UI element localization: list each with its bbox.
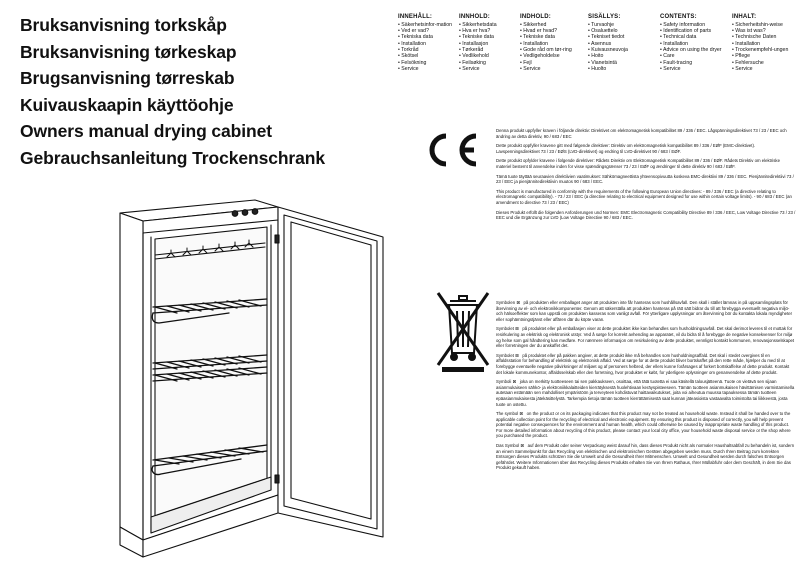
disposal-danish: Symbolet ⊠ på produktet eller på pakken angiver, at dette produkt ikke må behandles som husholdningsaffald. Det skal i stedet overgives til en affaldsstation for behandling af elektrisk og elektronisk affald. Ved at sørge for at dette produkt bliver bortskaffet på den rette måde, hjælper du med til at forebygge eventuelle negative påvirkninger af miljøet og af personers helbred, der ellers kunne forårsages af forkert bortskaffelse af dette produkt. Kontakt det lokale kommunekontor, affaldsselskab eller den forretning, hvor produktet er købt, for yderligere oplysninger om genanvendelse af dette produkt. (496, 352, 790, 375)
toc-item: • Safety information (660, 21, 706, 28)
toc-item: • Service (398, 65, 419, 72)
directive-norwegian: Dette produkt oppfyller kravene gitt med følgende direktiver: Direktiv om elektromagnetisk kompatibilitet 89 / 336 / EØF (EMC-direktivet). Lavspenningsdirektivet 73 / 23 / EØS (LVD-direktivet) og endring til LVD-direktivet 90 / 683 / EØF. (496, 143, 756, 154)
bin-icon: ⊠ (512, 379, 517, 385)
toc-item: • Fault-tracing (660, 59, 693, 66)
toc-item: • Tørkeråd (459, 46, 484, 53)
toc-item: • Fehlersuche (732, 59, 764, 66)
disposal-text (496, 300, 796, 475)
toc-item: • Kuivausneuvoja (588, 46, 628, 53)
bin-icon: ⊠ (516, 300, 520, 305)
toc-item: • Säkerhetsinfor-mation (398, 21, 453, 28)
bin-icon: ⊠ (515, 352, 519, 358)
toc-item: • Feilsøking (459, 59, 486, 66)
toc-heading: INHALT: (732, 14, 757, 20)
bin-icon: ⊠ (515, 326, 519, 332)
toc-item: • Hoito (588, 53, 604, 60)
title-norwegian: Bruksanvisning tørkeskap (20, 41, 237, 62)
toc-item: • Tekniska data (398, 34, 433, 41)
toc-item: • Sikkerhed (520, 21, 547, 28)
toc-item: • Torkråd (398, 46, 419, 53)
toc-item: • Huolto (588, 65, 607, 72)
toc-german (732, 14, 794, 72)
toc-item: • Pflege (732, 53, 750, 60)
toc-item: • Identification of parts (660, 28, 712, 35)
toc-item: • Godе råd om tør-ring (520, 46, 572, 53)
toc-item: • Service (732, 65, 753, 72)
toc-item: • Trockenempfehl-ungen (732, 46, 789, 53)
disposal-norwegian: Symbolet ⊠ på produktet eller på emballasjen viser at dette produktet ikke kan behandles som husholdningsavfall. Det skal derimot leveres til et mottak for resirkulering av elektrisk og elektronisk utstyr. Ved å sørge for korrekt avhending av apparatet, vil du bidra til å forebygge de negative konsekvenser for miljø og helse som gal håndtering kan medføre. For nærmere informasjon om resirkulering av dette produktet, vennligst kontakt kommunen, renovasjonsselskapet eller forretningen der du anskaffet det. (496, 326, 795, 349)
toc-item: • Installation (520, 40, 549, 47)
toc-item: • Turvaohje (588, 21, 615, 28)
toc-item: • Installation (732, 40, 761, 47)
toc-item: • Service (520, 65, 541, 72)
toc-item: • Advice on using the dryer (660, 46, 722, 53)
toc-item: • Was ist was? (732, 28, 766, 35)
toc-item: • Vianetsintä (588, 59, 617, 66)
toc-item: • Fejl (520, 59, 532, 66)
toc-norwegian (459, 14, 521, 72)
toc-item: • Service (459, 65, 480, 72)
directive-german: Dieses Produkt erfüllt die folgenden Anforderungen und Normen: EMC Electromagnetic Compatibility Directive 89 / 336 / EEC, Low Voltage Directive 73 / 23 / EEC und die Ergänzung zur LVD (Low Voltage Directive 90 / 683 / EEC. (496, 209, 796, 221)
toc-swedish (398, 14, 460, 72)
directive-danish: Dette produkt opfylder kravene i følgende direktiver: Rådets Direktiv om Elektromagnetisk Kompatibilitet 89 / 336 / EØF. Rådets Direktiv om elektriske materiel bestemt til anvendelse inden for visse spændingsgrænser 73 / 23 / EØF og ændringer til dette direktiv 90 / 683 / EØF. (496, 158, 780, 169)
ce-mark-icon (416, 130, 486, 170)
drying-cabinet-illustration (95, 195, 395, 563)
bin-icon: ⊠ (519, 411, 524, 417)
directive-swedish: Denna produkt uppfyller kraven i följande direktiv: Direktivet om elektromagnetisk kompatibilitet 89 / 336 / EEC. Lågspänningsdirektivet 73 / 23 / EEC och ändring av detta direktiv, 90 / 683 / EEC (496, 128, 787, 139)
toc-heading: INNEHÅLL: (398, 14, 433, 20)
crossed-out-bin-icon (432, 287, 494, 373)
disposal-german: Das Symbol ⊠ auf dem Produkt oder seiner Verpackung weist darauf hin, dass dieses Produkt nicht als normaler Haushaltsabfall zu behandeln ist, sondern an einem Sammelpunkt für das Recycling von elektrischen und elektronischen Geräten abgegeben werden muss. Durch Ihren Beitrag zum korrekten Entsorgen dieses Produkts schützen Sie die Umwelt und die Gesundheit Ihrer Mitmenschen. Umwelt und Gesundheit werden durch falsches Entsorgen gefährdet. Weitere Informationen über das Recycling dieses Produkts erhalten Sie von Ihrem Rathaus, Ihrer Müllabfuhr oder dem Geschäft, in dem Sie das Produkt gekauft haben. (496, 443, 795, 471)
disposal-finnish: Symboli ⊠ joka on merkitty tuotteeseen tai sen pakkaukseen, osoittaa, että tätä tuotetta ei saa käsitellä talousjätteenä. Tuote on vietävä sen sijaan asianmukaiseen sähkö- ja elektroniikkalaitteiden kierrätyksestä huolehtivaan keräyspisteeseen. Tämän tuotteen asianmukaisen hävittämisen varmistamisella autetaan estämään sen mahdolliset ympäristöön ja terveyteen kohdistuvat haittavaikutukset, joita voi aiheutua muussa tapauksessa tämän tuotteen epäasianmukaisesta jätekäsittelystä. Tarkempia tietoja tämän tuotteen kierrättämisestä saat kunnan jäteasioista vastaavalta toimistolta tai liikkeestä, josta tuote on ostettu. (496, 379, 795, 407)
title-english: Owners manual drying cabinet (20, 121, 272, 141)
title-danish: Brugsanvisning tørreskab (20, 68, 235, 88)
toc-item: • Tekniset tiedot (588, 34, 625, 41)
toc-item: • Sicherheitshin-weise (732, 21, 783, 28)
toc-item: • Felsökning (398, 59, 427, 66)
table-of-contents (398, 14, 798, 114)
toc-danish (520, 14, 582, 72)
toc-item: • Vedlikehold (459, 53, 489, 60)
directive-finnish: Tämä tuote täyttää seuraavien direktiivien vaatimukset: Sähkömagneettista yhteensopivuutta koskeva EMC-direktiivi 89 / 336 / EEC. Pienjännitedirektiivi 73 / 23 / EEC ja pienjännitedirektiivin muutos 90 / 683 / EEC. (496, 173, 794, 185)
toc-item: • Tekniske data (459, 34, 494, 41)
title-finnish: Kuivauskaapin käyttöohje (20, 94, 234, 115)
toc-heading: CONTENTS: (660, 14, 697, 20)
toc-item: • Asennus (588, 40, 612, 47)
toc-item: • Technische Daten (732, 34, 777, 41)
toc-item: • Hvad er hvad? (520, 28, 558, 35)
directives-text (496, 128, 796, 225)
disposal-swedish: Symbolen ⊠ på produkten eller emballaget anger att produkten inte får hanteras som hushållsavfall. Den skall i stället lämnas in på uppsamlingsplats för återvinning av el- och elektronikkomponenter. Genom att säkerställa att produkten hanteras på rätt sätt bidrar du till att förebygga eventuellt negativa miljö- och hälsoeffekter som kan uppstå om produkten kasseras som vanligt avfall. För ytterligare upplysningar om återvinning bör du kontakta lokala myndigheter eller sophämtningstjänst eller affären där du köpte varan. (496, 300, 793, 322)
toc-item: • Sikkerhetsdata (459, 21, 497, 28)
toc-finnish (588, 14, 650, 72)
toc-item: • Installasjon (459, 40, 489, 47)
toc-item: • Technical data (660, 34, 697, 41)
bin-icon: ⊠ (520, 443, 524, 449)
disposal-english: The symbol ⊠ on the product or on its packaging indicates that this product may not be treated as household waste. Instead it shall be handed over to the applicable collection point for the recycling of electrical and electronic equipment. By ensuring this product is disposed of correctly, you will help prevent potential negative consequences for the environment and human health, which could otherwise be caused by inappropriate waste handling of this product. For more detailed information about recycling of this product, please contact your local city office, your household waste disposal service or the shop where you purchased the product. (496, 411, 791, 439)
toc-item: • Installation (660, 40, 689, 47)
toc-heading: SISÄLLYS: (588, 14, 621, 20)
toc-item: • Ved er vad? (398, 28, 429, 35)
toc-item: • Hva er hva? (459, 28, 491, 35)
toc-item: • Skötsel (398, 53, 419, 60)
toc-item: • Vedligeholdelse (520, 53, 560, 60)
title-block (20, 12, 390, 171)
toc-item: • Osaluettelo (588, 28, 618, 35)
toc-item: • Installation (398, 40, 427, 47)
toc-item: • Service (660, 65, 681, 72)
toc-heading: INNHOLD: (459, 14, 490, 20)
directive-english: This product is manufactured in conformity with the requirements of the following European Union directives: - 89 / 336 / EEC (a directive relating to electromagnetic compatibility). - 73 / 23 / EEC (a directive relating to electrical equipment designed for use within certain voltage limits). - 90 / 683 / EEC (an amendment to directive 73 / 23 / EEC) (496, 188, 792, 205)
toc-heading: INDHOLD: (520, 14, 551, 20)
toc-english (660, 14, 722, 72)
toc-item: • Tekniske data (520, 34, 555, 41)
title-german: Gebrauchsanleitung Trockenschrank (20, 147, 325, 168)
title-swedish: Bruksanvisning torkskåp (20, 15, 227, 35)
toc-item: • Care (660, 53, 675, 60)
